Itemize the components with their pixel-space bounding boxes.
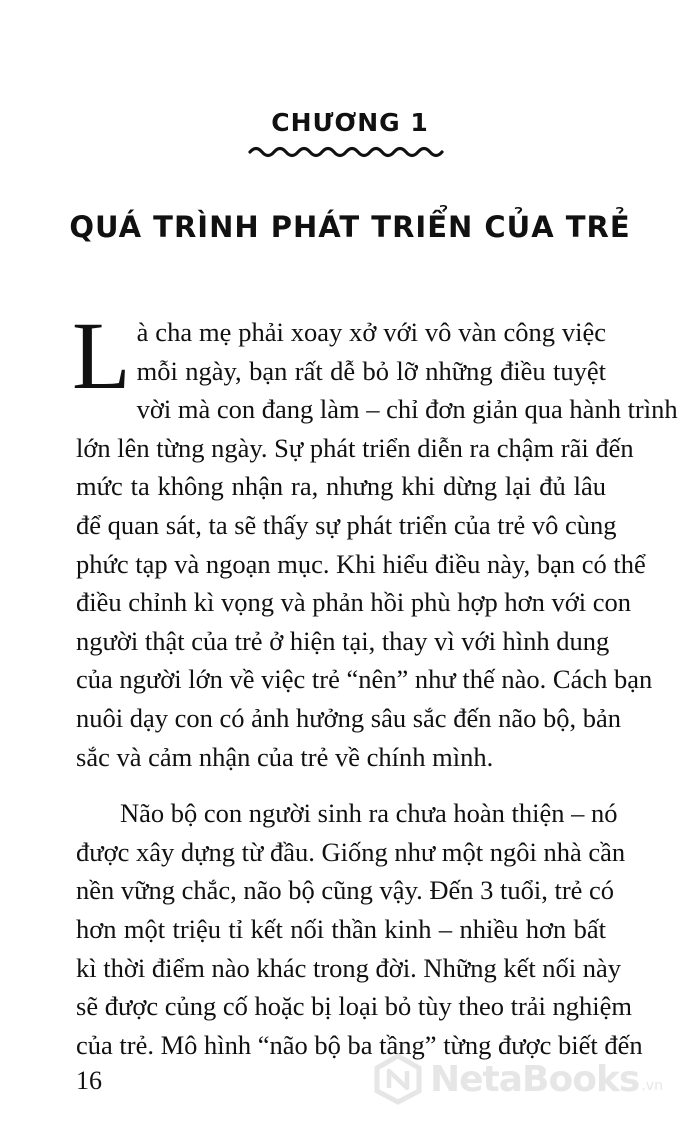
netabooks-logo-icon [372, 1053, 424, 1105]
text-line: của người lớn về việc trẻ “nên” như thế nào. Cách bạn [76, 664, 653, 695]
text-line: nuôi dạy con có ảnh hưởng sâu sắc đến não bộ, bản [76, 702, 621, 733]
text-line: được xây dựng từ đầu. Giống như một ngôi nhà cần [76, 836, 626, 867]
text-line: à cha mẹ phải xoay xở với vô vàn công việc [136, 317, 606, 347]
text-line: để quan sát, ta sẽ thấy sự phát triển của trẻ vô cùng [76, 509, 617, 540]
chapter-title: QUÁ TRÌNH PHÁT TRIỂN CỦA TRẺ [69, 210, 631, 244]
paragraph-1 [72, 302, 678, 776]
watermark-suffix: .vn [641, 1078, 663, 1094]
text-line: Não bộ con người sinh ra chưa hoàn thiện – nó [120, 798, 618, 829]
text-line: người thật của trẻ ở hiện tại, thay vì với hình dung [76, 625, 610, 656]
text-line: hơn một triệu tỉ kết nối thần kinh – nhiều hơn bất [76, 913, 606, 944]
text-line: kì thời điểm nào khác trong đời. Những kết nối này [76, 952, 622, 983]
text-line: lớn lên từng ngày. Sự phát triển diễn ra chậm rãi đến [76, 432, 634, 463]
text-line: phức tạp và ngoạn mục. Khi hiểu điều này, bạn có thể [76, 548, 646, 579]
text-line: sắc và cảm nhận của trẻ về chính mình. [76, 741, 494, 772]
text-line: sẽ được củng cố hoặc bị loại bỏ tùy theo trải nghiệm [76, 991, 633, 1022]
watermark [372, 1048, 692, 1110]
watermark-text: NetaBooks [430, 1058, 640, 1100]
text-line: điều chỉnh kì vọng và phản hồi phù hợp hơn với con [76, 587, 632, 618]
text-line: nền vững chắc, não bộ cũng vậy. Đến 3 tuổi, trẻ có [76, 875, 615, 906]
paragraph-2 [76, 794, 643, 1064]
drop-cap: L [72, 302, 131, 409]
chapter-label: CHƯƠNG 1 [271, 108, 429, 137]
wave-divider-ornament [248, 143, 444, 159]
text-line: của trẻ. Mô hình “não bộ ba tầng” từng được biết đến [76, 1029, 643, 1060]
text-line: vời mà con đang làm – chỉ đơn giản qua hành trình [136, 394, 678, 425]
body-text [72, 302, 678, 1064]
page-number: 16 [76, 1066, 102, 1095]
text-line: mỗi ngày, bạn rất dễ bỏ lỡ những điều tuyệt [136, 355, 606, 386]
text-line: mức ta không nhận ra, nhưng khi dừng lại đủ lâu [76, 471, 606, 502]
